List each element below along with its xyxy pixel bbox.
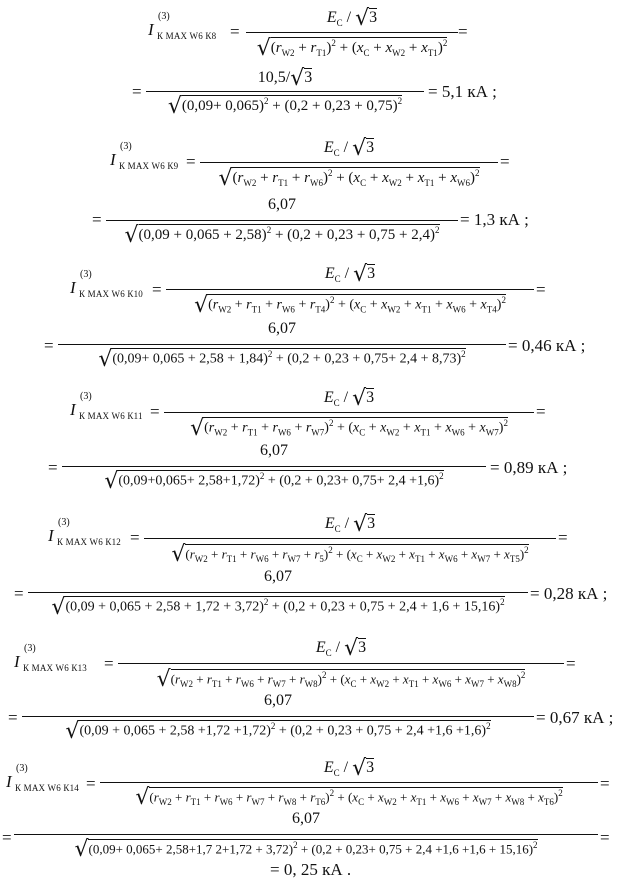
result: = 0,67 кА ;: [536, 708, 614, 727]
equation-k12: I (3) К MAX W6 К12 = $E_C / √3$ $√(r_{W2} + r_{T1} + r_{W6} + r_{W7} + r_5)^2 + (x_C + x_{W2} + x_{T1} + x_{W6} + x_{W7} + x_{T5})^2$ = = 6,07 $√(0,09 + 0,065 + 2,58 + 1,72 + 3,72)^2 + (0,2 + 0,23 + 0,75 + 2,4 + 1,6 + 15,16)^2$ = 0,28 кА ;: [0, 506, 618, 624]
formula-fraction: $E_C / √3$ $√(r_{W2} + r_{T1} + r_{W6} + r_{W7} + r_{W8})^2 + (x_C + x_{W2} + x_{T1} + x_{W6} + x_{W7} + x_{W8})^2$: [118, 630, 564, 692]
result: = 0,89 кА ;: [490, 458, 568, 477]
equation-k13: I (3) К MAX W6 К13 = $E_C / √3$ $√(r_{W2} + r_{T1} + r_{W6} + r_{W7} + r_{W8})^2 + (x_C + x_{W2} + x_{T1} + x_{W6} + x_{W7} + x_{W8})^2$ = = 6,07 $√(0,09 + 0,065 + 2,58 +1,72 +1,72)^2 + (0,2 + 0,23 + 0,75 + 2,4 +1,6 +1,6)^2$ = 0,67 кА ;: [0, 630, 618, 748]
current-label: I (3) К MAX W6 К9: [110, 141, 179, 171]
equation-k14: I (3) К MAX W6 К14 = $E_C / √3$ $√(r_{W2} + r_{T1} + r_{W6} + r_{W7} + r_{W8} + r_{T6})^2 + (x_C + x_{W2} + x_{T1} + x_{W6} + x_{W7} + x_{W8} + x_{T6})^2$ = = 6,07 √(0,09+ 0,065+ 2,58+1,7 $2+1,72 + 3,72)^2 + (0,2 + 0,23+ 0,75 + 2,4 +1,6 +1,6 + 15,16)^2$ = = 0, 25 кА .: [0, 752, 618, 882]
equation-k11: I (3) К MAX W6 К11 = $E_C / √3$ $√(r_{W2} + r_{T1} + r_{W6} + r_{W7})^2 + (x_C + x_{W2} + x_{T1} + x_{W6} + x_{W7})^2$ = = 6,07 $√(0,09+0,065+ 2,58+1,72)^2 + (0,2 + 0,23+ 0,75+ 2,4 +1,6)^2$ = 0,89 кА ;: [0, 380, 618, 498]
current-label: I (3) К MAX W6 К12: [48, 517, 121, 547]
current-label: I (3) К MAX W6 К8: [148, 11, 217, 41]
formula-fraction: $E_C / √3$ $√(r_{W2} + r_{T1} + r_{W6} + r_{T4})^2 + (x_C + x_{W2} + x_{T1} + x_{W6} + x_{T4})^2$: [166, 256, 534, 318]
final-result: = 0, 25 кА .: [270, 860, 352, 879]
formula-fraction: $E_C / √3$ $√(r_{W2} + r_{T1} + r_{W6} + r_{W7} + r_{W8} + r_{T6})^2 + (x_C + x_{W2} + x_{T1} + x_{W6} + x_{W7} + x_{W8} + x_{T6})^2$: [100, 752, 598, 812]
formula-fraction: $E_C / √3$ $√(r_{W2} + r_{T1} + r_{W6})^2 + (x_C + x_{W2} + x_{T1} + x_{W6})^2$: [200, 130, 498, 190]
value-fraction: 6,07 √(0,09+ 0,065+ 2,58+1,7 $2+1,72 + 3,72)^2 + (0,2 + 0,23+ 0,75 + 2,4 +1,6 +1,6 + 15,16)^2$: [14, 810, 598, 862]
equation-k10: I (3) К MAX W6 К10 = $E_C / √3$ $√(r_{W2} + r_{T1} + r_{W6} + r_{T4})^2 + (x_C + x_{W2} + x_{T1} + x_{W6} + x_{T4})^2$ = = 6,07 $√(0,09+ 0,065 + 2,58 + 1,84)^2 + (0,2 + 0,23 + 0,75+ 2,4 + 8,73)^2$ = 0,46 кА ;: [0, 256, 618, 374]
result: = 5,1 кА ;: [428, 82, 497, 101]
current-label: I (3) К MAX W6 К11: [70, 391, 143, 421]
result: = 0,46 кА ;: [508, 336, 586, 355]
value-fraction: 6,07 $√(0,09 + 0,065 + 2,58)^2 + (0,2 + 0,23 + 0,75 + 2,4)^2$: [106, 192, 458, 248]
value-fraction: 10,5/√3 $√(0,09+ 0,065)^2 + (0,2 + 0,23 + 0,75)^2$: [146, 62, 424, 118]
current-label: I (3) К MAX W6 К13: [14, 643, 87, 673]
result: = 1,3 кА ;: [460, 210, 529, 229]
value-fraction: 6,07 $√(0,09 + 0,065 + 2,58 + 1,72 + 3,72)^2 + (0,2 + 0,23 + 0,75 + 2,4 + 1,6 + 15,16)^2$: [28, 566, 528, 622]
current-label: I (3) К MAX W6 К14: [6, 763, 79, 793]
value-fraction: 6,07 $√(0,09+ 0,065 + 2,58 + 1,84)^2 + (0,2 + 0,23 + 0,75+ 2,4 + 8,73)^2$: [58, 318, 506, 374]
formula-fraction: $E_C / √3$ $√(r_{W2} + r_{T1})^2 + (x_C + x_{W2} + x_{T1})^2$: [246, 0, 458, 60]
formula-fraction: $E_C / √3$ $√(r_{W2} + r_{T1} + r_{W6} + r_{W7})^2 + (x_C + x_{W2} + x_{T1} + x_{W6} + x_{W7})^2$: [164, 380, 534, 440]
equation-k8: I (3) К MAX W6 К8 = $E_C / √3$ $√(r_{W2} + r_{T1})^2 + (x_C + x_{W2} + x_{T1})^2$ = = 10,5/√3 $√(0,09+ 0,065)^2 + (0,2 + 0,23 + 0,75)^2$ = 5,1 кА ;: [0, 0, 618, 118]
equation-k9: I (3) К MAX W6 К9 = $E_C / √3$ $√(r_{W2} + r_{T1} + r_{W6})^2 + (x_C + x_{W2} + x_{T1} + x_{W6})^2$ = = 6,07 $√(0,09 + 0,065 + 2,58)^2 + (0,2 + 0,23 + 0,75 + 2,4)^2$ = 1,3 кА ;: [0, 130, 618, 248]
result: = 0,28 кА ;: [530, 584, 608, 603]
current-label: I (3) К MAX W6 К10: [70, 269, 143, 299]
value-fraction: 6,07 $√(0,09+0,065+ 2,58+1,72)^2 + (0,2 + 0,23+ 0,75+ 2,4 +1,6)^2$: [62, 440, 486, 496]
value-fraction: 6,07 $√(0,09 + 0,065 + 2,58 +1,72 +1,72)^2 + (0,2 + 0,23 + 0,75 + 2,4 +1,6 +1,6)^2$: [22, 690, 534, 746]
formula-fraction: $E_C / √3$ $√(r_{W2} + r_{T1} + r_{W6} + r_{W7} + r_5)^2 + (x_C + x_{W2} + x_{T1} + x_{W6} + x_{W7} + x_{T5})^2$: [144, 506, 556, 566]
